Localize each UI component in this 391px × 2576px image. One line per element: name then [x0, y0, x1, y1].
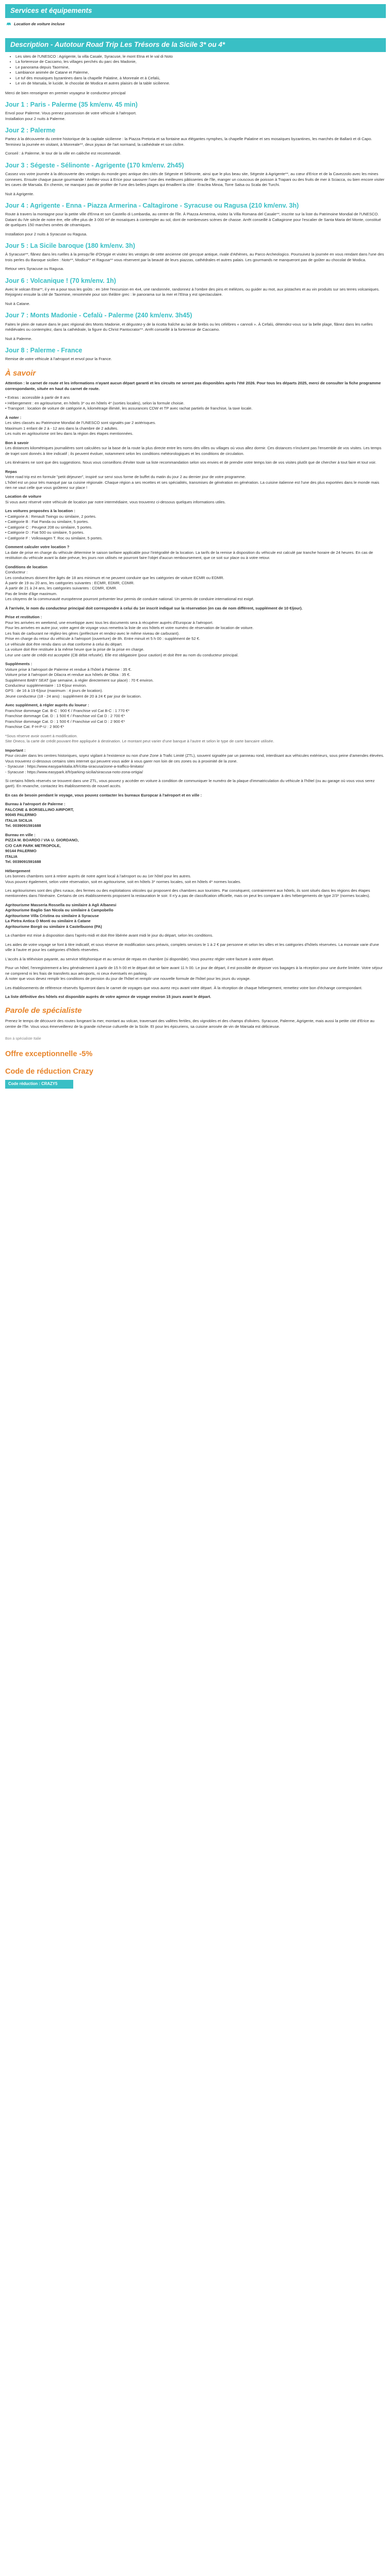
hotel-item: Agritourisme Borgò ou similaire à Castelbuono (PA) — [5, 924, 102, 929]
bon-a-savoir-text: Les distances kilométriques journalières sont calculées sur la base de la route la plus directe entre les noms des villes ou villages où vous allez dormir. Ces distances n'incluent pas l'ensemble de vos visites. Les temps de trajet sont donnés à titre indicatif ; ils peuvent évoluer, notamment selon les conditions météorologiques et les conditions de circulation. — [5, 446, 382, 456]
footer-note: Bon à spécialiste Italie — [5, 1037, 41, 1041]
day-text: Installation pour 2 nuits à Syracuse ou Ragusa. — [5, 231, 88, 236]
final-text: La liste définitive des hôtels est disponible auprès de votre agence de voyage environ 15 jours avant le départ. — [5, 994, 211, 999]
condition-line: Pas de limite d'âge maximum. — [5, 591, 58, 596]
highlight-item: • Le panorama depuis Taormine, — [15, 65, 386, 70]
services-header: Services et équipements — [5, 4, 386, 18]
assurance-note: *Sous réserve avoir ouvert à modification. Site Oneco, la carte de crédit pouvant être appliquée à destination. Le montant peut varier d'une banque à l'autre et selon le type de carte bancaire utilisée. — [5, 733, 274, 744]
a-savoir-title: À savoir — [5, 368, 36, 378]
highlight-item: • Le tuf des mosaïques byzantines dans la chapelle Palatine, à Monreale et à Cefalù, — [15, 76, 386, 81]
location-row — [6, 21, 385, 28]
repas-title: Repas — [5, 469, 17, 474]
hotel-item: Agritourisme Masseria Rossella ou similaire à Agli Albanesi — [5, 902, 117, 907]
location-label: Location de voiture incluse — [14, 22, 65, 27]
chambre-text-2: Les aides de votre voyage se font à titre indicatif, et sous réserve de modification sans préavis, complets services le 1 à 2 € par personne et selon les villes et les catégories d'hôtels réservées. La monnaie varie d'une ville à l'autre et pour les catégories d'hôtels réservées. — [5, 942, 379, 953]
condition-line: Conducteur : — [5, 570, 28, 575]
location-title: Location de voiture — [5, 494, 42, 499]
itinerary — [5, 100, 386, 362]
category-item: • Catégorie D : Fiat 500 ou similaire, 5 portes. — [5, 530, 85, 535]
office-airport-title: Bureau à l'aéroport de Palerme : — [5, 802, 66, 807]
condition-line: À partir de 19 ou 20 ans, les catégories suivantes : ECMR, EDMR, CDMR. — [5, 581, 135, 585]
day-title: Jour 8 : Palerme - France — [5, 347, 83, 354]
repas-text: Votre road trip est en formule "petit déjeuner", inspiré sur servi sous forme de buffet du matin du jour 2 au dernier jour de votre programme. L'hôtel est un pour très manqué par sa cuisine régionale. Chaque région a ses recettes et ses spécialités, transmises de génération en génération. La cuisine italienne est l'une des plus exportées dans le monde mais rien ne vaut celle que vous goûterez sur place ! — [5, 474, 380, 490]
day-text: Route à travers la montagne pour la petite ville d'Enna et son Castello di Lombardia, au centre de l'île. À Piazza Armerina, visitez la Villa Romana del Casale**, inscrite sur la liste du Patrimoine Mondial de l'UNESCO. Datant du IVe siècle de notre ère, elle offre plus de 3 000 m² de mosaïques à contempler au sol, dont de nombreuses scènes de chasse. Arrêt conseillé à Caltagirone pour l'escalier de Santa Maria del Monte, constitué de quelques 150 marches ornées de céramiques. — [5, 212, 381, 228]
hotel-item: Agritourisme Baglio San Nicola ou similaire à Campobello — [5, 908, 113, 913]
conditions-bold: À l'arrivée, le nom du conducteur principal doit correspondre à celui du 1er inscrit indiqué sur la réservation (en cas de nom différent, supplément de 10 €/jour). — [5, 605, 303, 611]
extras-line: • Extras : accessible à partir de 8 ans — [5, 395, 70, 400]
office-city-address: PIZZA M. BOARDO / VIA U. GIORDANO, C/O CAR PARK METROPOLE, 90144 PALERMO ITALIA Tel. 0039091591688 — [5, 838, 79, 865]
day-title: Jour 6 : Volcanique ! (70 km/env. 1h) — [5, 277, 116, 284]
location-text: Si vous avez réservé votre véhicule de location par notre intermédiaire, vous trouverez ci-dessous quelques informations utiles. — [5, 499, 226, 504]
day-text: Nuit à Palerme. — [5, 336, 32, 341]
day-text: Conseil : à Palerme, le tour de la ville en calèche est recommandé. — [5, 151, 121, 156]
highlight-item: • Lambiance animée de Catane et Palerme, — [15, 70, 386, 75]
assurance-text: Franchise dommage Cat. B-C : 900 € / Franchise vol Cat B-C : 1 770 €* Franchise dommage Cat. D : 1 500 € / Franchise vol Cat D : 2 700 €* Franchise dommage Cat. D : 1 500 € / Franchise vol Cat D : 2 900 €* Franchise Cat. F-H-P-U : 2 900 €* — [5, 708, 129, 730]
categories-title: Les voitures proposées à la location : — [5, 509, 75, 514]
hebergement-title: Hébergement — [5, 868, 30, 873]
day-text: Remise de votre véhicule à l'aéroport et envol pour la France. — [5, 357, 112, 362]
calcul-text: La date de prise en charge du véhicule détermine le saison tarifaire applicable pour l'intégralité de la location. La tarifs de la remise à disposition du véhicule est calculé par tranche horaire de 24 heures. En cas de restitution du véhicule avant la date prévue, les jours non utilisés ne pourront faire l'objet d'aucun remboursement, que ce soit sur place ou à votre retour. — [5, 550, 373, 561]
day-text: Envol pour Palerme. Vous prenez possession de votre véhicule à l'aéroport. Installation pour 2 nuits à Palerme. — [5, 111, 137, 121]
bon-a-savoir-title: Bon à savoir — [5, 440, 29, 445]
important-text: Pour circuler dans les centres historiques, soyez vigilant à l'existence ou non d'une Zone à Trafic Limité (ZTL), souvent signalée par un panneau rond, interdisant aux véhicules extérieurs, sous peine d'amendes élevées. Vous trouverez ci-dessous certains sites internet qui peuvent vous aider à vous garer non loin de ces zones ou à proximité de la zone. - Syracuse : https://www.easyparkitalia.it/fr/citta-siracusa/zone-a-traffico-limitato/ - Syracuse : https://www.easypark.it/fr/parking-sicilia/siracusa-noto-zona-ortigia/ — [5, 753, 384, 774]
day-title: Jour 4 : Agrigente - Enna - Piazza Armerina - Caltagirone - Syracuse ou Ragusa (210 km/env. 3h) — [5, 201, 299, 209]
car-icon — [6, 21, 11, 28]
highlights-list — [5, 54, 386, 87]
category-item: • Catégorie B : Fiat Panda ou similaire, 5 portes. — [5, 519, 89, 524]
supplements-text: Voiture prise à l'aéroport de Palerme et rendue à l'hôtel à Palerme : 35 €. Voiture prise à l'aéroport de Dilacra et rendue aux hôtels de Olbia : 35 €. Supplément BABY SEAT (par semaine, à régler directement sur place) : 70 € environ. Conducteur supplémentaire : 13 €/jour environ. GPS : de 16 à 19 €/jour (maximum : 4 jours de location). Jeune conducteur (18 - 24 ans) : supplément de 20 à 24 € par jour de location. — [5, 667, 154, 699]
day-text: Nuit à Agrigente. — [5, 191, 35, 196]
highlight-item: • Les sites de l'UNESCO : Agrigente, la villa Casale, Syracuse, le mont Etna et le val di Noto — [15, 54, 386, 59]
recap-text: Les établissements de référence réservés figureront dans le carnet de voyages que vous aurez reçu avant votre départ. À la réception de chaque hébergement, remettez votre bon d'échange correspondant. — [5, 985, 363, 990]
categories-list — [5, 514, 386, 541]
day-title: Jour 1 : Paris - Palerme (35 km/env. 45 min) — [5, 101, 138, 108]
category-item: • Catégorie A : Renault Twingo ou similaire, 2 portes. — [5, 514, 96, 519]
promo-title: Offre exceptionnelle -5% — [5, 1049, 93, 1058]
day-text: Partez à la découverte du centre historique de la capitale sicilienne : la Piazza Pretoria et sa fontaine aux élégantes nymphes, la chapelle Palatine et ses mosaïques byzantines, les marchés de Ballarò et di Capo. Terminez la journée en visitant, à Monreale**, deux joyaux de l'art normand, la cathédrale et son cloître. — [5, 137, 372, 147]
highlight-item: • La forteresse de Caccamo, les villages perchés du parc des Madonie, — [15, 59, 386, 64]
prise-title: Prise et restitution : — [5, 615, 42, 620]
extras-line: • Hébergement : en agritourisme, en hôtels 3* ou en hôtels 4* (sorties locales), selon la formule choisie. — [5, 400, 185, 405]
calcul-title: Comment calculer votre location ? — [5, 545, 70, 550]
intro-text: Merci de bien renseigner en premier voyageur le conducteur principal — [5, 90, 126, 95]
a-noter-text: Les sites classés au Patrimoine Mondial de l'UNESCO sont signalés par 2 astérisques. Maximum 1 enfant de 2 à - 12 ans dans la chambre de 2 adultes. Les nuits en agritourisme ont lieu dans la région des étapes mentionnées. — [5, 420, 156, 436]
day-title: Jour 7 : Monts Madonie - Cefalù - Palerme (240 km/env. 3h45) — [5, 312, 192, 319]
agritourisme-text: Les agritourismes sont des gîtes ruraux, des fermes ou des exploitations viticoles qui proposent des chambres aux touristes. Par conséquent, contrairement aux hôtels, ils sont situés dans les régions des étapes mentionnées dans l'itinéraire. Certains de ces établissements proposent la restauration le soir. Il n'y a pas de classification officielle, mais on peut les comparer à des hébergements de type 2/3* (normes locales). — [5, 888, 370, 899]
conditions-title: Conditions de location — [5, 564, 47, 569]
extras-line: • Transport : location de voiture de catégorie A, kilométrage illimité, les assurances CDW et TP avec rachat partiels de franchise, la taxe locale. — [5, 406, 253, 411]
parole-text: Prenez le temps de découvrir des routes longeant la mer, montant au volcan, traversant des vallées fertiles, des vignobles et des champs d'oliviers. Syracuse, Palerme, Agrigente, mais aussi la petite cité d'Erice au centre de l'île. Vous vous émerveillerez de la grande richesse culturelle de la Sicile. Et pour les épicuriens, sa cuisine arrosée de vin de Marsala est délicieuse. — [5, 1019, 374, 1029]
office-city-title: Bureau en ville : — [5, 832, 36, 837]
day-title: Jour 3 : Ségeste - Sélinonte - Agrigente (170 km/env. 2h45) — [5, 161, 184, 169]
note-text: Pour un hôtel, l'enregistrement a lieu généralement à partir de 15 h 00 et le départ doit se faire avant 11 h 00. Le jour de départ, il est possible de déposer vos bagages à la réception pour une durée limitée. Votre séjour ne comprend ni les frais de transferts aux aéroports, ni ceux éventuels en parking. À noter que vous devez remplir les conditions de pension du jour de l'hôtel et remplir une nouvelle formule de l'hôtel pour les jours du voyage. — [5, 965, 383, 981]
promo-code: Code réduction : CRAZY5 — [5, 1080, 73, 1089]
itineraire-text: Les itinéraires ne sont que des suggestions. Nous vous conseillons d'éviter toute sa liste recommandation selon vos envies et de prendre votre temps loin de vos visites plutôt que de chercher à tout faire et tout voir. — [5, 460, 377, 465]
condition-line: À partir de 21 à 24 ans, les catégories suivantes : CDMR, IDMR. — [5, 586, 117, 591]
condition-line: Les citoyens de la communauté européenne pourront présenter leur permis de conduire national. Un permis de conduire international est exigé. — [5, 597, 254, 602]
day-text: À Syracuse**, flânez dans les ruelles à la presqu'île d'Ortygie et visitez les vestiges de cette ancienne cité grecque antique, rivale d'Athènes, au Parco Archeologico. Poursuivez la journée en vous rendant dans l'une des trois perles du Baroque sicilien : Noto**, Modica** et Ragusa** vous réservent par la beauté de leurs piazzas, cathédrales et autres palais. Les gourmands ne manqueront pas de goûter au chocolat de Modica. — [5, 252, 384, 262]
day-title: Jour 2 : Palerme — [5, 127, 56, 134]
highlight-item: • Le vin de Marsala, le lucide, le chocolat de Modica et autres plaisirs de la table sicilienne. — [15, 81, 386, 86]
chambre-text: La chambre est mise à disposition dans l'après-midi et doit être libérée avant midi le jour du départ, selon les conditions. — [5, 933, 214, 938]
supplements-title: Suppléments : — [5, 662, 32, 667]
extras-block — [5, 395, 386, 411]
hotel-item: La Pietra Antica O Monti ou similaire à Catane — [5, 919, 91, 924]
parole-title: Parole de spécialiste — [5, 1006, 82, 1015]
office-airport-address: FALCONE & BORSELLINO AIRPORT, 90045 PALERMO ITALIA SICILIA Tel. 0039091591688 — [5, 807, 74, 828]
hotel-list — [5, 903, 386, 929]
day-text: Retour vers Syracuse ou Ragusa. — [5, 266, 64, 272]
day-title: Jour 5 : La Sicile baroque (180 km/env. 3h) — [5, 242, 135, 250]
important-title: Important : — [5, 748, 26, 753]
hebergement-text: Les bonnes chambres sont à retirer auprès de notre agent local à l'aéroport ou au 1er hôtel pour les autres. Vous pouvez également, selon votre réservation, soit en agritourisme, soit en hôtels 3* normes locales, soit en hôtels 4* normes locales. — [5, 874, 241, 884]
bureaux-text: En cas de besoin pendant le voyage, vous pouvez contacter les bureaux Europcar à l'aéroport et en ville : — [5, 792, 202, 798]
day-text: Nuit à Catane. — [5, 301, 30, 306]
hotel-item: Agritourisme Villa Cristina ou similaire à Syracuse — [5, 913, 99, 918]
day-text: Faites le plein de nature dans le parc régional des Monts Madonie, et dégustez-y de la ricotta fraîche au lait de brebis ou les célèbres « cannoli ». À Cefalù, détendez-vous sur la belle plage, flânez dans les ruelles médiévales ou contemplez, dans la cathédrale, la figure du Christ Pantocrator**. Arrêt conseillé à la forteresse de Caccamo. — [5, 321, 373, 332]
ztl-text: Si certains hôtels réservés se trouvent dans une ZTL, vous pouvez y accéder en voiture à condition de communiquer le numéro de la plaque d'immatriculation du véhicule à l'hôtel (ou au garage où vous vous serez garé). En revanche, contactez les établissements de nouvel accès. — [5, 778, 375, 789]
a-noter-title: À noter : — [5, 415, 22, 420]
attention-text: Attention : le carnet de route et les informations n'ayant aucun départ garanti et les circuits ne seront pas disponibles après l'été 2026. Pour tous les départs 2025, merci de consulter la fiche programme correspondante, située en haut du carnet de route. — [5, 381, 381, 391]
promo-subtitle: Code de réduction Crazy — [5, 1067, 93, 1076]
assurance-title: Avec supplément, à régler auprès du loueur : — [5, 703, 89, 708]
page — [0, 0, 391, 1096]
day-text: Avec le volcan Etna**, il y en a pour tous les goûts : en 1ère l'excursion en 4x4, une randonnée, randonnez à l'ombre des pins et mélèzes, ou guider au mot, aux pistaches et au vin produits sur ses terres volcaniques. Rejoignez ensuite la cité de Taormine, renommée pour son théâtre grec : le panorama sur la mer et l'Etna y est spectaculaire. — [5, 287, 380, 297]
prise-text: Pour les arrivées en weekend, une enveloppe avec tous les documents sera à récupérer auprès d'Europcar à l'aéroport. Pour les arrivées en autre jour, votre agent de voyage vous remettra la liste de vos hôtels et votre numéro de réservation de location de voiture. Les frais de carburant ne régliez-les gères (préfecture et rendez-avec le même niveau de carburant). Prise en charge du retour du véhicule à l'aéroport (ouverture) de 8h. Entre minuit et 5 h 00 : supplément de 52 €. Le véhicule doit être rendu dans un état conforme à celui du départ. La voiture doit être restituée à la même heure que la prise de la prise en charge. Leur une carte de crédit est acceptée (CB débit refusée). Elle est obligatoire (pour caution) et doit être au nom du conducteur principal. — [5, 620, 254, 657]
chambre-text-3: L'accès à la télévision payante, au service téléphonique et au service de repas en chambre (si disponible). Vous pourrez régler votre facture à votre départ. — [5, 956, 274, 961]
conditions-list — [5, 570, 386, 602]
description-header: Description - Autotour Road Trip Les Trésors de la Sicile 3* ou 4* — [5, 38, 386, 52]
category-item: • Catégorie C : Peugeot 208 ou similaire, 5 portes. — [5, 524, 92, 530]
day-text: Cassez vos votre journée à la découverte des vestiges du monde grec antique des cités de Ségeste et Sélinonte, ainsi que le plus beau site, Ségeste à Agrigente**, au cœur d'Erice et de la Cavezzolo avec les mines connexes. Ensuite chaque pause gourmande ! Arrêtez-vous à Erice pour savourer l'une des meilleures pâtisseries de l'île, manger un couscous de poisson à Trapani ou des fruits de mer à Sciacca, ou bien encore visiter les caves de Marsala. En chemin, ne manquez pas de profiter de l'une des belles plages qui émaillent la côte : Eraclea Minoa, Torre Salsa ou Scala dei Turchi. — [5, 172, 385, 188]
category-item: • Catégorie F : Volkswagen T. Roc ou similaire, 5 portes. — [5, 535, 103, 540]
condition-line: Les conducteurs doivent être âgés de 18 ans minimum et ne peuvent conduire que les catégories de voiture ECMR ou EDMR. — [5, 575, 224, 580]
